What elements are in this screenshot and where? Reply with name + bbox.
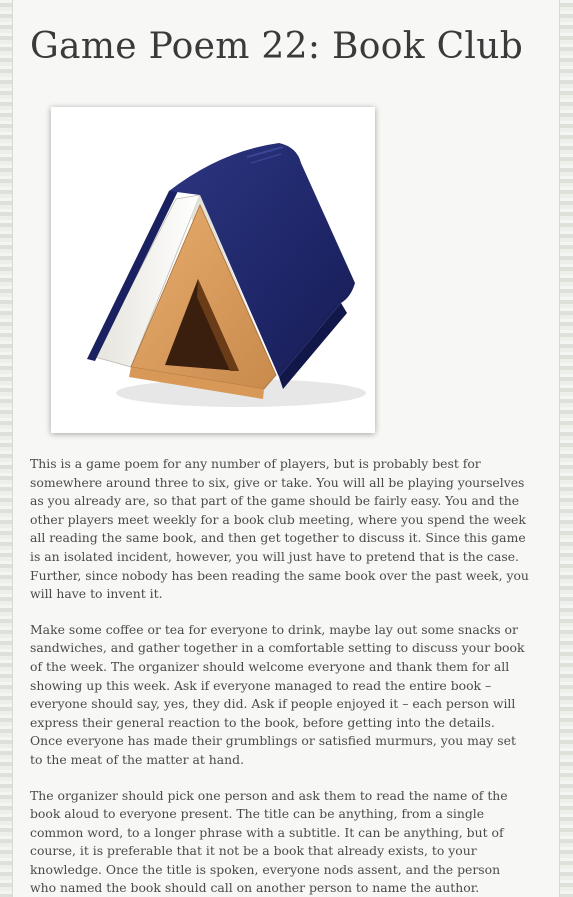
paragraph: This is a game poem for any number of players, but is probably best for somewhere around three to six, give or take. You will all be playing yourselves as you already are, so that part of the game should be fairly easy. You and the other players meet weekly for a book club meeting, where you spend the week all reading the same book, and then get together to discuss it. Since this game is an isolated incident, however, you will just have to pretend that is the case. Further, since nobody has been reading the same book over the past week, you will have to invent it. [30,456,529,602]
page-edge-right [560,0,573,897]
page-title: Game Poem 22: Book Club [30,26,524,67]
article-page [12,0,560,897]
article-body [30,455,530,897]
open-book-tent-illustration [51,107,375,433]
paragraph: The organizer should pick one person and ask them to read the name of the book aloud to everyone present. The title can be anything, from a single common word, to a longer phrase with a subtitle. It can be anything, but of course, it is preferable that it not be a book that already exists, to your knowledge. Once the title is spoken, everyone nods assent, and the person who named the book should call on another person to name the author. [30,787,508,896]
article-image [51,107,375,433]
paragraph: Make some coffee or tea for everyone to drink, maybe lay out some snacks or sandwiches, and gather together in a comfortable setting to discuss your book of the week. The organizer should welcome everyone and thank them for all showing up this week. Ask if everyone managed to read the entire book – everyone should say, yes, they did. Ask if people enjoyed it – each person will express their general reaction to the book, before getting into the details. Once everyone has made their grumblings or satisfied murmurs, you may set to the meat of the matter at hand. [30,621,525,767]
